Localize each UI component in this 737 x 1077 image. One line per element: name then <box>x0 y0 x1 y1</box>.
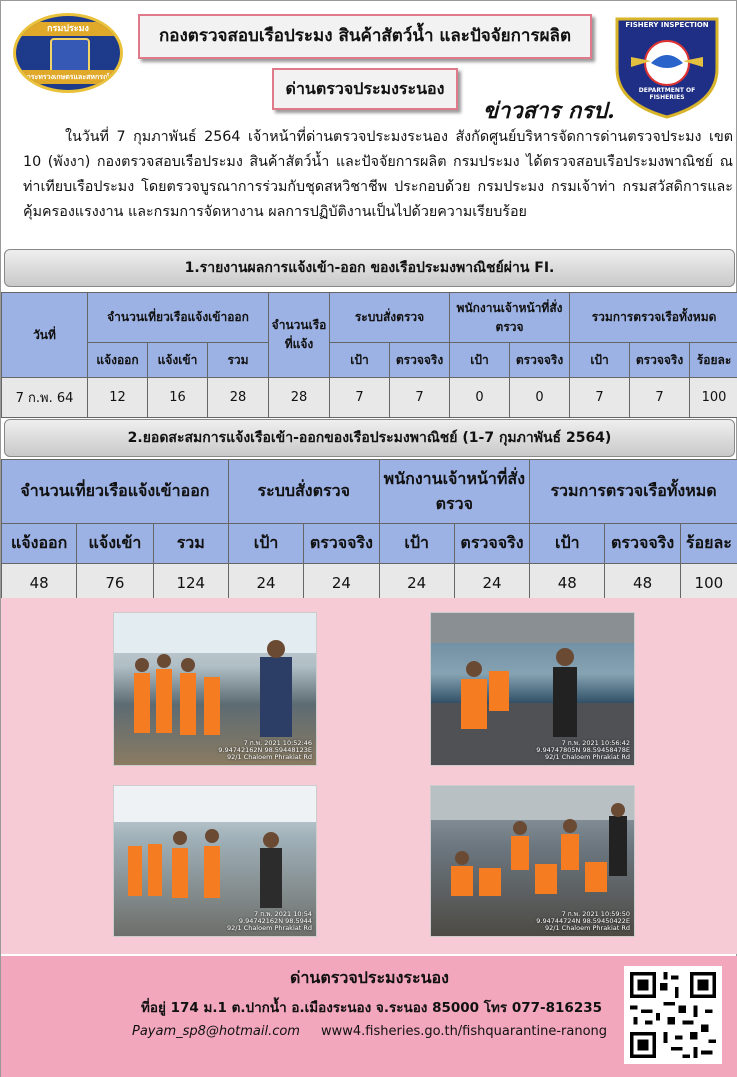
header-officer: พนักงานเจ้าหน้าที่สั่งตรวจ <box>379 460 530 524</box>
header-percent: ร้อยละ <box>680 524 737 564</box>
stamp-line: 92/1 Chaloem Phrakiat Rd <box>545 924 630 932</box>
section1-title: 1.รายงานผลการแจ้งเข้า-ออก ของเรือประมงพาณิชย์ผ่าน FI. <box>4 249 735 287</box>
header-tot-target: เป้า <box>570 343 630 378</box>
header-trips: จำนวนเที่ยวเรือแจ้งเข้าออก <box>88 293 269 343</box>
header-sum: รวม <box>208 343 269 378</box>
table-row <box>2 564 737 602</box>
header-tot-actual: ตรวจจริง <box>605 524 680 564</box>
stamp-line: 9.94742162N 98.59448123E <box>218 746 312 754</box>
cell-off-actual: 0 <box>510 378 570 418</box>
cell-out: 48 <box>2 564 77 602</box>
header-percent: ร้อยละ <box>690 343 737 378</box>
right-logo-bottom-text: DEPARTMENT OF FISHERIES <box>638 87 696 101</box>
cell-in: 76 <box>77 564 153 602</box>
header-off-target: เป้า <box>379 524 454 564</box>
stamp-line: 9.94742162N 98.5944 <box>238 917 312 925</box>
header-sys-actual: ตรวจจริง <box>304 524 379 564</box>
stamp-line: 9.94747805N 98.59458478E <box>536 746 630 754</box>
table-row <box>2 378 737 418</box>
cell-sys-target: 24 <box>228 564 303 602</box>
header-sys-target: เป้า <box>330 343 390 378</box>
cell-sys-target: 7 <box>330 378 390 418</box>
cell-in: 16 <box>148 378 208 418</box>
photo-timestamp <box>536 911 630 932</box>
section2-title: 2.ยอดสะสมการแจ้งเรือเข้า-ออกของเรือประมงพาณิชย์ (1-7 กุมภาพันธ์ 2564) <box>4 419 735 457</box>
section1-table <box>1 292 737 418</box>
header-boats: จำนวนเรือที่แจ้ง <box>269 293 330 378</box>
inspection-photo <box>430 785 635 937</box>
stamp-line: 7 ก.พ. 2021 10:52:46 <box>243 739 312 747</box>
cell-tot-target: 48 <box>530 564 605 602</box>
header-in: แจ้งเข้า <box>77 524 153 564</box>
news-label: ข่าวสาร กรป. <box>483 98 615 124</box>
header-total: รวมการตรวจเรือทั้งหมด <box>530 460 737 524</box>
page-subtitle: ด่านตรวจประมงระนอง <box>272 68 458 110</box>
stamp-line: 7 ก.พ. 2021 10:56:42 <box>561 739 630 747</box>
page-title: กองตรวจสอบเรือประมง สินค้าสัตว์น้ำ และปัจจัยการผลิต <box>138 14 592 59</box>
inspection-photo <box>113 612 317 766</box>
cell-percent: 100 <box>690 378 737 418</box>
logo-top-text: กรมประมง <box>16 22 120 36</box>
cell-off-target: 24 <box>379 564 454 602</box>
cell-off-target: 0 <box>450 378 510 418</box>
header-off-actual: ตรวจจริง <box>510 343 570 378</box>
inspection-photo <box>113 785 317 937</box>
cell-sum: 28 <box>208 378 269 418</box>
header-tot-actual: ตรวจจริง <box>630 343 690 378</box>
footer-address: ที่อยู่ 174 ม.1 ต.ปากน้ำ อ.เมืองระนอง จ.ระนอง 85000 โทร 077-816235 <box>141 1000 603 1016</box>
header-off-target: เป้า <box>450 343 510 378</box>
footer-title: ด่านตรวจประมงระนอง <box>290 968 449 987</box>
cell-sys-actual: 7 <box>390 378 450 418</box>
header-off-actual: ตรวจจริง <box>454 524 529 564</box>
cell-boats: 28 <box>269 378 330 418</box>
footer-website-link[interactable]: www4.fisheries.go.th/fishquarantine-ranong <box>321 1024 608 1039</box>
inspection-photo <box>430 612 635 766</box>
header-sys-actual: ตรวจจริง <box>390 343 450 378</box>
department-of-fisheries-logo <box>13 13 123 93</box>
header-date: วันที่ <box>2 293 88 378</box>
header-tot-target: เป้า <box>530 524 605 564</box>
header-out: แจ้งออก <box>2 524 77 564</box>
stamp-line: 92/1 Chaloem Phrakiat Rd <box>545 753 630 761</box>
photo-timestamp <box>218 740 312 761</box>
header-system: ระบบสั่งตรวจ <box>330 293 450 343</box>
cell-date: 7 ก.พ. 64 <box>2 378 88 418</box>
photo-section <box>1 598 737 954</box>
photo-timestamp <box>227 911 312 932</box>
stamp-line: 92/1 Chaloem Phrakiat Rd <box>227 753 312 761</box>
stamp-line: 7 ก.พ. 2021 10:59:50 <box>561 910 630 918</box>
emblem-icon <box>50 38 90 74</box>
cell-sum: 124 <box>153 564 228 602</box>
stamp-line: 9.94744724N 98.59450422E <box>536 917 630 925</box>
header-sum: รวม <box>153 524 228 564</box>
stamp-line: 7 ก.พ. 2021 10:54 <box>254 910 312 918</box>
header-system: ระบบสั่งตรวจ <box>228 460 379 524</box>
cell-tot-actual: 7 <box>630 378 690 418</box>
header-in: แจ้งเข้า <box>148 343 208 378</box>
cell-tot-actual: 48 <box>605 564 680 602</box>
cell-sys-actual: 24 <box>304 564 379 602</box>
photo-timestamp <box>536 740 630 761</box>
stamp-line: 92/1 Chaloem Phrakiat Rd <box>227 924 312 932</box>
logo-bottom-text: กระทรวงเกษตรและสหกรณ์ <box>16 70 120 84</box>
cell-off-actual: 24 <box>454 564 529 602</box>
header-sys-target: เป้า <box>228 524 303 564</box>
header-out: แจ้งออก <box>88 343 148 378</box>
header-total: รวมการตรวจเรือทั้งหมด <box>570 293 737 343</box>
intro-paragraph: ในวันที่ 7 กุมภาพันธ์ 2564 เจ้าหน้าที่ด่านตรวจประมงระนอง สังกัดศูนย์บริหารจัดการด่านตรวจประมง เขต 10 (พังงา) กองตรวจสอบเรือประมง สินค้าสัตว์น้ำ และปัจจัยการผลิต กรมประมง ได้ตรวจสอบเรือประมงพาณิชย์ ณ ท่าเทียบเรือประมง โดยตรวจบูรณาการร่วมกับชุดสหวิชาชีพ ประกอบด้วย กรมประมง กรมเจ้าท่า กรมสวัสดิการและคุ้มครองแรงงาน และกรมการจัดหางาน ผลการปฏิบัติงานเป็นไปด้วยความเรียบร้อย <box>23 129 733 220</box>
cell-out: 12 <box>88 378 148 418</box>
cell-tot-target: 7 <box>570 378 630 418</box>
header-officer: พนักงานเจ้าหน้าที่สั่งตรวจ <box>450 293 570 343</box>
footer-email-link[interactable]: Payam_sp8@hotmail.com <box>132 1024 300 1039</box>
header-trips: จำนวนเที่ยวเรือแจ้งเข้าออก <box>2 460 229 524</box>
right-logo-top-text: FISHERY INSPECTION <box>625 21 709 29</box>
qr-code-icon[interactable] <box>624 966 722 1064</box>
section2-table <box>1 459 737 602</box>
cell-percent: 100 <box>680 564 737 602</box>
